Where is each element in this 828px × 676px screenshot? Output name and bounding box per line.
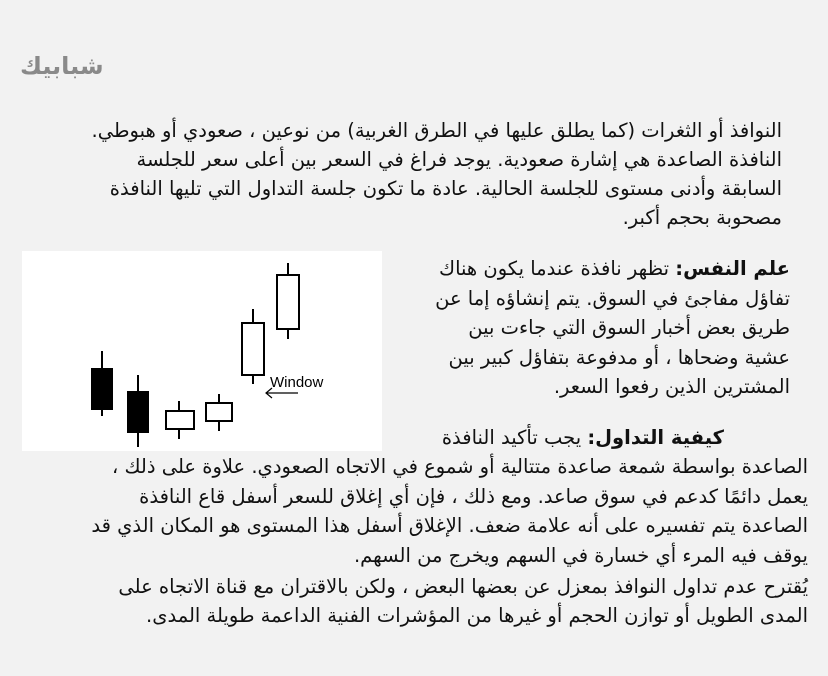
intro-line: السابقة وأدنى مستوى للجلسة الحالية. عادة ما تكون جلسة التداول التي تليها النافذة — [109, 177, 782, 200]
candlestick-window-figure — [22, 251, 382, 451]
trading-line: يوقف فيه المرء أي خسارة في السهم ويخرج من السهم. — [353, 543, 808, 567]
psychology-line: طريق بعض أخبار السوق التي جاءت بين — [468, 316, 790, 339]
psychology-label: علم النفس: — [675, 257, 790, 280]
trading-first-text: يجب تأكيد النافذة — [441, 426, 582, 449]
candle-bearish-2 — [127, 375, 149, 447]
trading-heading-line — [408, 423, 724, 453]
suggestion-line: المدى الطويل أو توازن الحجم أو غيرها من المؤشرات الفنية الداعمة طويلة المدى. — [146, 604, 808, 627]
candlestick-chart-svg — [22, 251, 382, 451]
intro-line: مصحوبة بحجم أكبر. — [622, 206, 782, 229]
trading-label: كيفية التداول: — [587, 426, 724, 449]
suggestion-line: يُقترح عدم تداول النوافذ بمعزل عن بعضها البعض ، ولكن بالاقتران مع قناة الاتجاه على — [118, 575, 808, 598]
candle-bearish-1 — [91, 351, 113, 416]
psychology-line: تفاؤل مفاجئ في السوق. يتم إنشاؤه إما عن — [435, 286, 790, 310]
intro-paragraph — [20, 116, 782, 232]
candle-small-1 — [166, 401, 194, 439]
suggestion-paragraph — [20, 572, 808, 630]
trading-line: الصاعدة يتم تفسيره على أنه علامة ضعف. الإغلاق أسفل هذا المستوى هو المكان الذي قد — [91, 514, 808, 537]
intro-line: النوافذ أو الثغرات (كما يطلق عليها في الطرق الغربية) من نوعين ، صعودي أو هبوطي. — [91, 119, 782, 142]
psychology-first-line — [408, 254, 790, 284]
trading-paragraph — [20, 452, 808, 570]
psychology-line: عشية وضحاها ، أو مدفوعة بتفاؤل كبير بين — [448, 345, 790, 369]
page-title: شبابيك — [20, 52, 104, 80]
window-label: Window — [270, 374, 324, 391]
psychology-paragraph — [408, 254, 790, 402]
candle-bullish-1 — [242, 309, 264, 384]
candle-small-2 — [206, 394, 232, 431]
trading-line: الصاعدة بواسطة شمعة صاعدة متتالية أو شموع في الاتجاه الصعودي. علاوة على ذلك ، — [111, 455, 808, 478]
psychology-first-text: تظهر نافذة عندما يكون هناك — [439, 257, 670, 280]
candle-bullish-2 — [277, 263, 299, 339]
trading-line: يعمل دائمًا كدعم في سوق صاعد. ومع ذلك ، فإن أي إغلاق للسعر أسفل قاع النافذة — [139, 484, 808, 508]
intro-line: النافذة الصاعدة هي إشارة صعودية. يوجد فراغ في السعر بين أعلى سعر للجلسة — [136, 148, 782, 171]
psychology-line: المشترين الذين رفعوا السعر. — [553, 375, 790, 398]
